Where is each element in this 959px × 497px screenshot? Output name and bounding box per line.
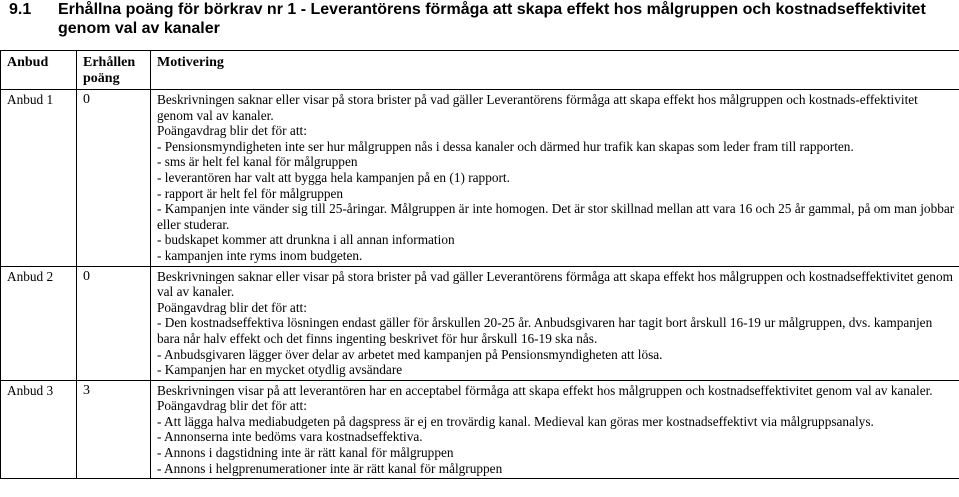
motivation-line: - Annonserna inte bedöms vara kostnadseffektiva. [157, 429, 423, 445]
anbud-cell: Anbud 2 [1, 266, 77, 380]
motivation-line: - Kampanjen har en mycket otydlig avsändare [157, 362, 403, 378]
motivation-line: Beskrivningen saknar eller visar på stora brister på vad gäller Leverantörens förmåga att skapa effekt hos målgruppen och kostnads-effektivitet genom val av kanaler. [157, 92, 918, 123]
table-header-row [1, 51, 959, 90]
motivation-cell [151, 90, 959, 267]
header-anbud: Anbud [1, 51, 77, 90]
anbud-cell: Anbud 1 [1, 90, 77, 267]
motivation-line: - sms är helt fel kanal för målgruppen [157, 154, 358, 170]
anbud-cell: Anbud 3 [1, 380, 77, 479]
motivation-line: Beskrivningen saknar eller visar på stora brister på vad gäller Leverantörens förmåga att skapa effekt hos målgruppen och kostnadseffektivitet genom val av kanaler. [157, 268, 953, 300]
motivation-line: - kampanjen inte ryms inom budgeten. [157, 247, 363, 263]
motivation-line: - Annons i helgprenumerationer inte är rätt kanal för målgruppen [157, 460, 503, 476]
motivation-line: - Kampanjen inte vänder sig till 25-åringar. Målgruppen är inte homogen. Det är stor skillnad mellan att vara 16 och 25 år gammal, på om man jobbar eller studerar. [157, 201, 955, 232]
motivation-cell [151, 380, 959, 479]
header-score: Erhållen poäng [77, 51, 151, 90]
motivation-line: - Den kostnadseffektiva lösningen endast gäller för årskullen 20-25 år. Anbudsgivaren har tagit bort årskull 16-19 ur målgruppen, dvs. kampanjen bara når halv effekt och det finns ingenting beskrivet för hur årskull 16-19 ska nås. [157, 315, 933, 346]
motivation-line: - Pensionsmyndigheten inte ser hur målgruppen nås i dessa kanaler och därmed hur trafik kan skapas som leder fram till rapporten. [157, 138, 854, 154]
motivation-line: Beskrivningen visar på att leverantören har en acceptabel förmåga att skapa effekt hos målgruppen och kostnadseffektivitet genom val av kanaler. [157, 382, 933, 398]
score-cell: 3 [77, 380, 151, 479]
evaluation-table [0, 50, 959, 479]
motivation-line: - rapport är helt fel för målgruppen [157, 185, 344, 201]
motivation-line: Poängavdrag blir det för att: [157, 398, 307, 414]
motivation-line: - budskapet kommer att drunkna i all annan information [157, 232, 455, 248]
header-motivation: Motivering [151, 51, 959, 90]
motivation-line: - Annons i dagstidning inte är rätt kanal för målgruppen [157, 445, 454, 461]
score-cell: 0 [77, 266, 151, 380]
motivation-line: - leverantören har valt att bygga hela kampanjen på en (1) rapport. [157, 169, 510, 185]
section-title: Erhållna poäng för börkrav nr 1 - Leverantörens förmåga att skapa effekt hos målgruppen och kostnadseffektivitet genom val av kanaler [58, 1, 926, 37]
motivation-line: Poängavdrag blir det för att: [157, 299, 307, 315]
motivation-line: - Anbudsgivaren lägger över delar av arbetet med kampanjen på Pensionsmyndigheten att lösa. [157, 346, 663, 362]
motivation-cell [151, 266, 959, 380]
score-cell: 0 [77, 90, 151, 267]
table-row [1, 266, 959, 380]
table-row [1, 90, 959, 267]
section-number: 9.1 [9, 1, 32, 18]
motivation-line: - Att lägga halva mediabudgeten på dagspress är ej en trovärdig kanal. Medieval kan göras mer kostnadseffektivt via målgruppsanalys. [157, 413, 874, 429]
motivation-line: Poängavdrag blir det för att: [157, 123, 307, 139]
table-row [1, 380, 959, 479]
